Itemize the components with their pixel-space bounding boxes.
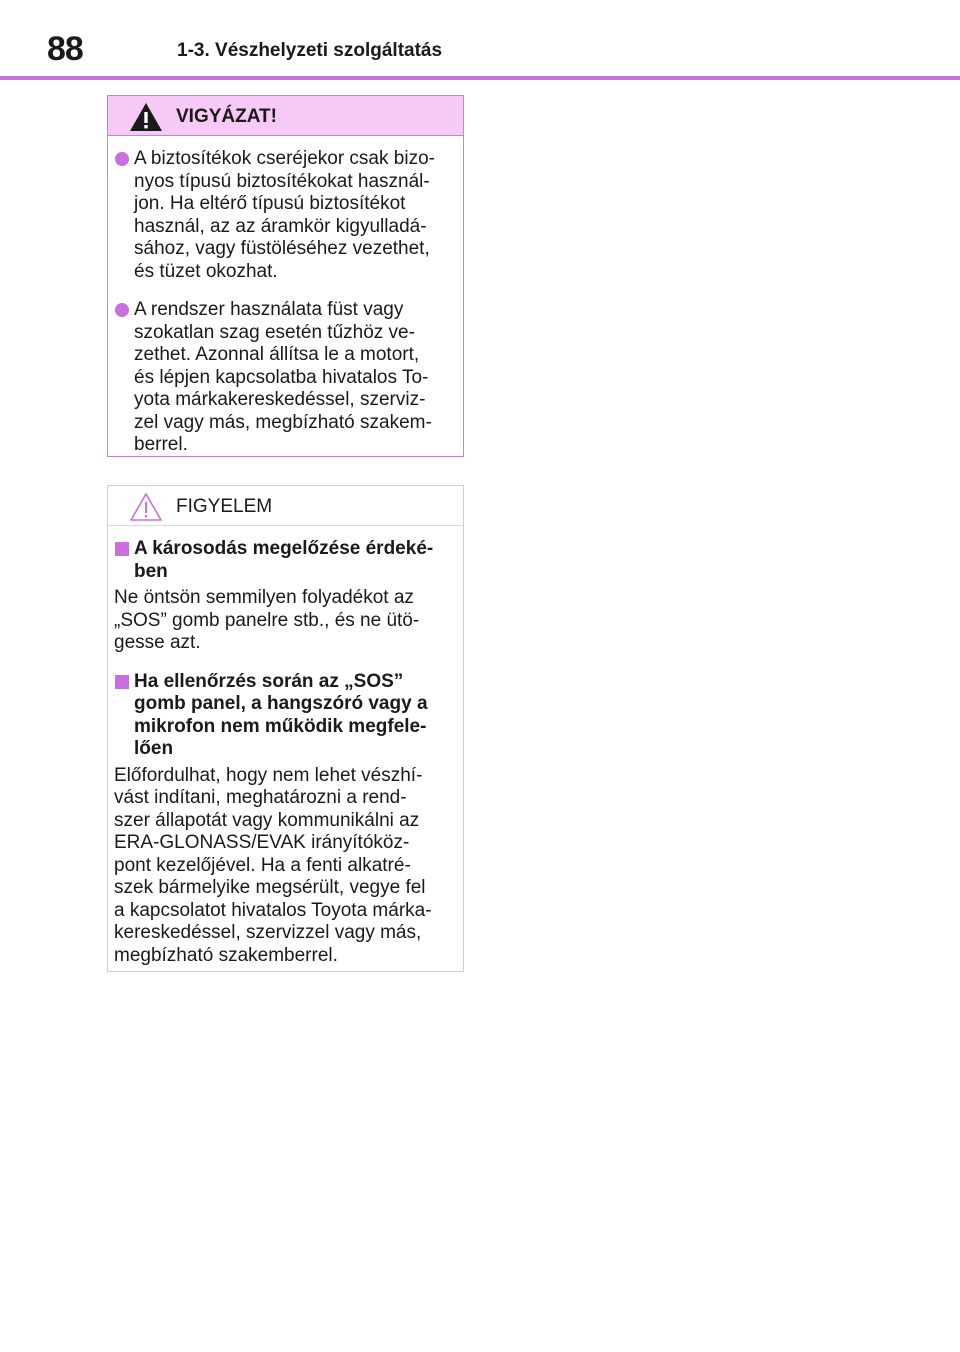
bullet-dot-icon: [115, 152, 129, 166]
text-line: a kapcsolatot hivatalos Toyota márka-: [114, 899, 432, 921]
text-line: gomb panel, a hangszóró vagy a: [134, 693, 428, 714]
text-line: használ, az az áramkör kigyulladá-: [134, 215, 427, 237]
text-line: zel vagy más, megbízható szakem-: [134, 411, 432, 433]
text-line: gesse azt.: [114, 632, 201, 653]
text-line: lően: [134, 738, 174, 759]
header-rule: [0, 76, 960, 80]
notice-section-text: [114, 587, 451, 655]
page-number: 88: [47, 30, 83, 68]
text-line: A rendszer használata füst vagy: [134, 299, 404, 320]
text-line: yota márkakereskedéssel, szerviz-: [134, 389, 426, 410]
warning-box-header: [108, 96, 463, 136]
text-line: berrel.: [134, 434, 188, 455]
text-line: „SOS” gomb panelre stb., és ne ütö-: [114, 609, 420, 631]
text-line: A biztosítékok cseréjekor csak bizo-: [134, 148, 435, 169]
text-line: szek bármelyike megsérült, vegye fel: [114, 877, 426, 898]
notice-section-heading: [114, 538, 451, 583]
notice-box-body: [108, 526, 463, 967]
text-line: szer állapotát vagy kommunikálni az: [114, 809, 420, 831]
warning-box: [107, 95, 464, 457]
text-line: jon. Ha eltérő típusú biztosítékot: [134, 193, 406, 214]
text-line: kereskedéssel, szervizzel vagy más,: [114, 922, 422, 943]
text-line: nyos típusú biztosítékokat használ-: [134, 170, 430, 192]
text-line: és tüzet okozhat.: [134, 260, 278, 282]
text-line: szokatlan szag esetén tűzhöz ve-: [134, 321, 415, 343]
square-bullet-icon: [115, 675, 129, 689]
text-line: megbízható szakemberrel.: [114, 944, 338, 966]
text-line: Ne öntsön semmilyen folyadékot az: [114, 587, 414, 608]
text-line: ben: [134, 560, 168, 582]
warning-label: VIGYÁZAT!: [176, 106, 277, 127]
text-line: ERA-GLONASS/EVAK irányítóköz-: [114, 832, 410, 853]
text-line: Ha ellenőrzés során az „SOS”: [134, 670, 404, 692]
text-line: vást indítani, meghatározni a rend-: [114, 787, 407, 808]
text-line: A károsodás megelőzése érdeké-: [134, 538, 434, 559]
caution-triangle-outline-icon: [128, 491, 164, 523]
bullet-dot-icon: [115, 303, 129, 317]
notice-box-header: [108, 486, 463, 526]
text-line: és lépjen kapcsolatba hivatalos To-: [134, 366, 429, 388]
notice-section-heading: [114, 671, 451, 761]
text-line: sához, vagy füstöléséhez vezethet,: [134, 238, 430, 259]
text-line: Előfordulhat, hogy nem lehet vészhí-: [114, 764, 423, 786]
section-title: 1-3. Vészhelyzeti szolgáltatás: [177, 40, 443, 61]
warning-triangle-filled-icon: [128, 101, 164, 133]
square-bullet-icon: [115, 542, 129, 556]
notice-label: FIGYELEM: [176, 496, 273, 517]
warning-bullet-item: [114, 148, 451, 283]
notice-box: [107, 485, 464, 972]
text-line: zethet. Azonnal állítsa le a motort,: [134, 344, 420, 365]
notice-section-text: [114, 765, 451, 968]
warning-box-body: [108, 136, 463, 457]
text-line: mikrofon nem működik megfele-: [134, 715, 427, 737]
text-line: pont kezelőjével. Ha a fenti alkatré-: [114, 854, 411, 876]
page-header: [0, 0, 960, 80]
warning-bullet-item: [114, 299, 451, 457]
